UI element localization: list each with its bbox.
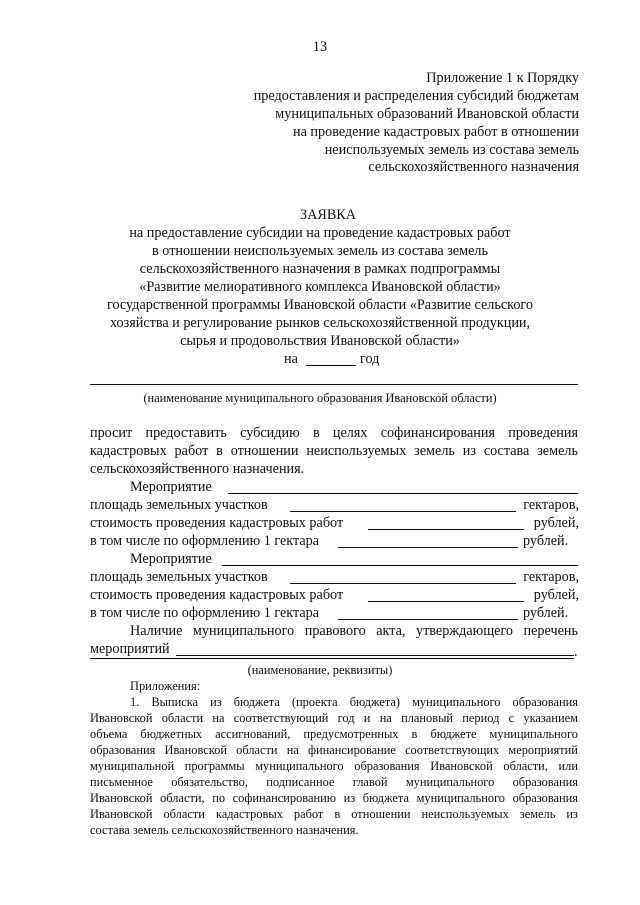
word: главой: [352, 775, 388, 789]
word: образования: [90, 743, 156, 757]
word: состава: [483, 443, 530, 459]
word: работ: [293, 807, 324, 821]
subtitle-line: на предоставление субсидии на проведение кадастровых работ: [129, 225, 511, 241]
word: плановый: [401, 711, 454, 725]
request-line-last: сельскохозяйственного назначения.: [90, 461, 305, 477]
appendix-line: муниципальных образований Ивановской области: [275, 106, 579, 122]
word: работ: [174, 443, 209, 459]
per-hectare-unit: рублей.: [523, 605, 569, 621]
cost-field[interactable]: [368, 529, 524, 530]
word: неиспользуемых: [306, 443, 407, 459]
year-suffix: год: [360, 351, 380, 367]
page-number: 13: [312, 39, 328, 55]
word: соответствующих: [405, 743, 500, 757]
area-unit: гектаров,: [523, 569, 579, 585]
appendix-line: неиспользуемых земель из состава земель: [324, 142, 579, 158]
subtitle-line: сельскохозяйственного назначения в рамках подпрограммы: [139, 261, 501, 277]
word: по: [212, 791, 226, 805]
word: субсидию: [240, 425, 300, 441]
word: на: [286, 743, 299, 757]
municipality-caption: (наименование муниципального образования Ивановской области): [143, 391, 497, 405]
legal-act-line: [130, 624, 578, 638]
word: в: [411, 727, 418, 741]
word: указанием: [523, 711, 578, 725]
attachment-line: [90, 808, 578, 820]
appendix-line: Приложение 1 к Порядку: [426, 70, 579, 86]
word: обязательство,: [171, 775, 248, 789]
attachment-line: [90, 728, 578, 740]
year-field[interactable]: [306, 365, 356, 366]
word: софинансированию: [232, 791, 336, 805]
year-prefix: на: [284, 351, 298, 367]
word: на: [212, 711, 225, 725]
word: софинансирования: [380, 425, 495, 441]
area-label: площадь земельных участков: [90, 569, 268, 585]
municipality-field[interactable]: [90, 384, 578, 385]
cost-unit: рублей,: [533, 587, 579, 603]
word: программы: [184, 759, 245, 773]
per-hectare-field[interactable]: [338, 619, 518, 620]
word: муниципального: [255, 759, 344, 773]
word: муниципального: [412, 695, 501, 709]
word: утверждающего: [416, 623, 513, 639]
word: или: [558, 759, 578, 773]
word: перечень: [523, 623, 578, 639]
word: неиспользуемых: [421, 807, 509, 821]
word: письменное: [90, 775, 153, 789]
area-unit: гектаров,: [523, 497, 579, 513]
subtitle-line: «Развитие мелиоративного комплекса Ивановской области»: [139, 279, 501, 295]
word: Наличие: [130, 623, 183, 639]
word: муниципального: [192, 623, 295, 639]
word: Ивановской: [90, 791, 153, 805]
word: проведения: [508, 425, 578, 441]
word: с: [508, 711, 515, 725]
word: бюджета: [233, 695, 280, 709]
word: области,: [160, 791, 205, 805]
area-field[interactable]: [290, 511, 516, 512]
subtitle-line: в отношении неиспользуемых земель из состава земель: [152, 243, 488, 259]
word: предусмотренных: [303, 727, 399, 741]
per-hectare-field[interactable]: [338, 547, 518, 548]
word: (проекта: [291, 695, 338, 709]
word: Выписка: [151, 695, 199, 709]
attachment-line: [130, 696, 578, 708]
word: бюджета): [349, 695, 401, 709]
word: Ивановской: [164, 743, 227, 757]
word: мероприятий: [508, 743, 578, 757]
word: кадастровых: [215, 807, 283, 821]
area-field[interactable]: [290, 583, 516, 584]
attachment-line: [90, 712, 578, 724]
document-title: ЗАЯВКА: [300, 207, 356, 223]
word: образования: [512, 695, 578, 709]
word: в: [216, 443, 223, 459]
per-hectare-label: в том числе по оформлению 1 гектара: [90, 533, 320, 549]
cost-label: стоимость проведения кадастровых работ: [90, 515, 344, 531]
word: в: [334, 807, 341, 821]
cost-field[interactable]: [368, 601, 524, 602]
measure-name-field[interactable]: [222, 565, 578, 566]
subtitle-line: сырья и продовольствия Ивановской области»: [180, 333, 460, 349]
word: период: [462, 711, 500, 725]
word: образования: [354, 759, 420, 773]
subtitle-line: хозяйства и регулирование рынков сельскохозяйственной продукции,: [109, 315, 531, 331]
word: правового: [304, 623, 366, 639]
word: муниципального: [489, 727, 578, 741]
attachment-line: [90, 760, 578, 772]
word: муниципального: [416, 791, 505, 805]
word: соответствующий: [233, 711, 329, 725]
legal-act-field[interactable]: [176, 655, 574, 656]
word: из: [343, 791, 356, 805]
word: ассигнований,: [215, 727, 291, 741]
word: земель: [537, 443, 578, 459]
word: финансирование: [308, 743, 396, 757]
word: Ивановской: [90, 711, 153, 725]
word: подписанное: [266, 775, 335, 789]
appendix-line: сельскохозяйственного назначения: [368, 159, 579, 175]
word: бюджета: [362, 791, 409, 805]
word: объема: [90, 727, 128, 741]
cost-label: стоимость проведения кадастровых работ: [90, 587, 344, 603]
request-line: [90, 444, 578, 458]
measure-name-field[interactable]: [228, 493, 578, 494]
word: муниципальной: [90, 759, 175, 773]
word: из: [462, 443, 476, 459]
word: в: [312, 425, 320, 441]
word: области: [163, 807, 205, 821]
appendix-line: на проведение кадастровых работ в отношении: [292, 124, 579, 140]
word: отношении: [351, 807, 411, 821]
word: бюджете: [430, 727, 477, 741]
legal-act-caption: (наименование, реквизиты): [247, 663, 393, 677]
attachment-line: [90, 776, 578, 788]
request-line: [90, 426, 578, 440]
subtitle-line: государственной программы Ивановской области «Развитие сельского: [107, 297, 533, 313]
word: целях: [332, 425, 368, 441]
word: бюджетных: [140, 727, 203, 741]
word: из: [210, 695, 222, 709]
word: акта,: [376, 623, 406, 639]
word: области: [161, 711, 204, 725]
cost-unit: рублей,: [533, 515, 579, 531]
measure-label: Мероприятие: [130, 551, 212, 567]
word: области: [236, 743, 278, 757]
attachment-line: [90, 792, 578, 804]
word: просит: [90, 425, 133, 441]
measure-label: Мероприятие: [130, 479, 212, 495]
area-label: площадь земельных участков: [90, 497, 268, 513]
word: муниципального: [405, 775, 495, 789]
word: и: [363, 711, 371, 725]
per-hectare-unit: рублей.: [523, 533, 569, 549]
word: земель: [519, 807, 556, 821]
word: Ивановской: [430, 759, 493, 773]
attachment-line-last: состава земель сельскохозяйственного назначения.: [90, 823, 359, 837]
word: кадастровых: [90, 443, 167, 459]
word: Ивановской: [90, 807, 153, 821]
word: земель: [414, 443, 455, 459]
attachments-title: Приложения:: [130, 679, 201, 693]
word: отношении: [230, 443, 299, 459]
word: области,: [503, 759, 548, 773]
word: 1.: [130, 695, 140, 709]
word: предоставить: [145, 425, 227, 441]
measures-word: мероприятий: [90, 641, 170, 657]
word: на: [379, 711, 392, 725]
per-hectare-label: в том числе по оформлению 1 гектара: [90, 605, 320, 621]
word: из: [566, 807, 578, 821]
word: год: [337, 711, 355, 725]
appendix-line: предоставления и распределения субсидий бюджетам: [253, 88, 579, 104]
legal-act-field-2[interactable]: [90, 658, 574, 659]
word: образования: [512, 791, 578, 805]
attachment-line: [90, 744, 578, 756]
word: образования: [512, 775, 578, 789]
legal-act-end: .: [574, 644, 578, 660]
